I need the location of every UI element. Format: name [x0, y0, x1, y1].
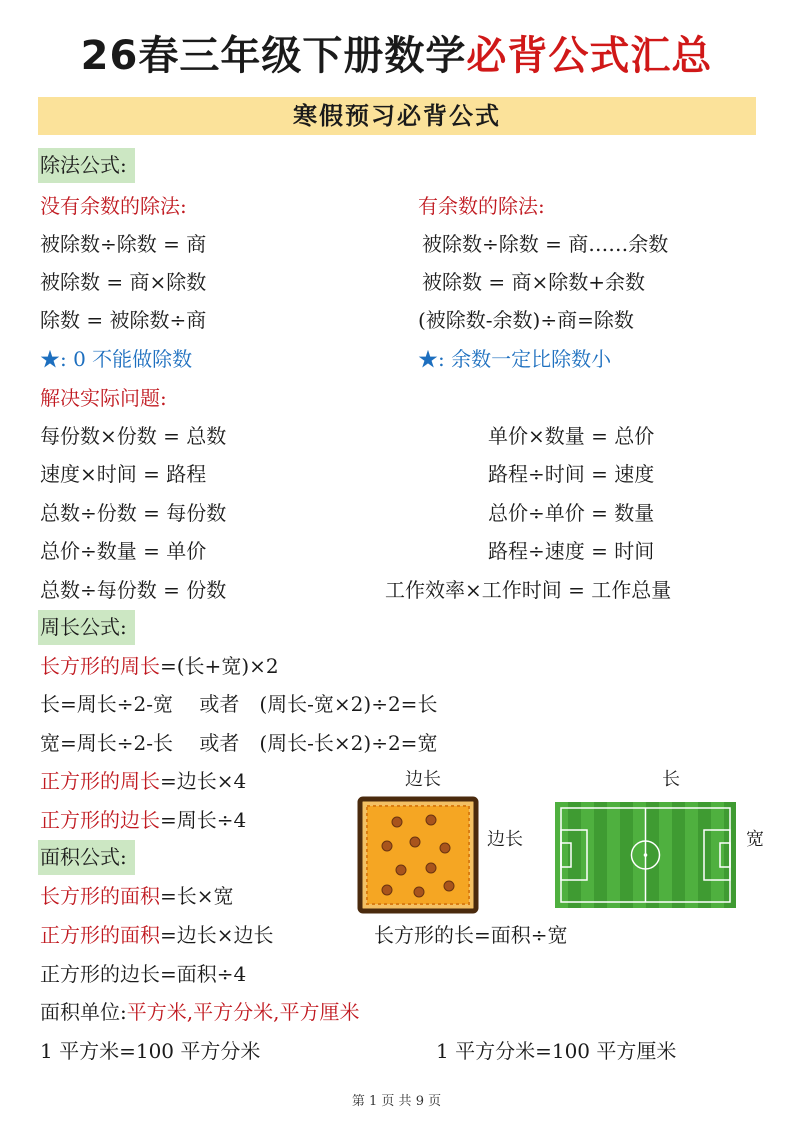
formula-line: 正方形的边长=面积÷4: [40, 962, 247, 986]
formula-line: 被除数÷除数 = 商……余数: [422, 232, 669, 256]
formula-line: 被除数 = 商×除数+余数: [422, 270, 645, 294]
area-units-line: 面积单位:平方米,平方分米,平方厘米: [40, 1000, 360, 1024]
page-footer: 第 1 页 共 9 页: [351, 1094, 442, 1109]
formula-line: 宽=周长÷2-长 或者 (周长-长×2)÷2=宽: [40, 731, 438, 755]
formula-line: 总数÷份数 = 每份数: [40, 501, 227, 525]
title-main: 26春三年级下册数学: [80, 33, 467, 79]
cracker-top-label: 边长: [405, 769, 441, 790]
formula-line: 长方形的周长=(长+宽)×2: [40, 654, 279, 678]
formula-line: 正方形的周长=边长×4: [40, 769, 247, 793]
field-top-label: 长: [662, 769, 680, 790]
formula-line: 总价÷单价 = 数量: [488, 501, 655, 525]
formula-line: 长方形的面积=长×宽: [40, 884, 234, 908]
formula-line: 正方形的边长=周长÷4: [40, 808, 247, 832]
formula-line: 除数 = 被除数÷商: [40, 308, 207, 332]
formula-line: 被除数 = 商×除数: [40, 270, 207, 294]
formula-line: 单价×数量 = 总价: [488, 424, 655, 448]
formula-line: 被除数÷除数 = 商: [40, 232, 207, 256]
formula-line: 工作效率×工作时间 = 工作总量: [385, 578, 672, 602]
formula-line: (被除数-余数)÷商=除数: [418, 308, 634, 332]
formula-line: 长=周长÷2-宽 或者 (周长-宽×2)÷2=长: [40, 692, 438, 716]
conversion-line: 1 平方米=100 平方分米: [40, 1039, 261, 1063]
page-title: [0, 28, 793, 84]
formula-line: 路程÷时间 = 速度: [488, 462, 655, 486]
square-cracker-illustration: [357, 796, 479, 914]
section-perimeter: 周长公式:: [38, 610, 135, 645]
section-area: 面积公式:: [38, 840, 135, 875]
no-remainder-heading: 没有余数的除法:: [40, 194, 187, 218]
title-highlight: 必背公式汇总: [466, 33, 713, 79]
field-side-label: 宽: [746, 829, 764, 850]
banner: 寒假预习必背公式: [38, 97, 756, 135]
formula-line: 总价÷数量 = 单价: [40, 539, 207, 563]
formula-line: 每份数×份数 = 总数: [40, 424, 227, 448]
formula-line: 总数÷每份数 = 份数: [40, 578, 227, 602]
formula-line: 速度×时间 = 路程: [40, 462, 207, 486]
formula-line: 路程÷速度 = 时间: [488, 539, 655, 563]
conversion-line: 1 平方分米=100 平方厘米: [436, 1039, 677, 1063]
section-division: 除法公式:: [38, 148, 135, 183]
cracker-side-label: 边长: [487, 829, 523, 850]
practical-heading: 解决实际问题:: [40, 386, 167, 410]
note-remainder: ★: 余数一定比除数小: [418, 347, 612, 371]
football-field-illustration: [555, 802, 736, 908]
with-remainder-heading: 有余数的除法:: [418, 194, 545, 218]
formula-line: 长方形的长=面积÷宽: [374, 923, 568, 947]
note-zero-divisor: ★: 0 不能做除数: [40, 347, 193, 371]
formula-line: 正方形的面积=边长×边长: [40, 923, 274, 947]
